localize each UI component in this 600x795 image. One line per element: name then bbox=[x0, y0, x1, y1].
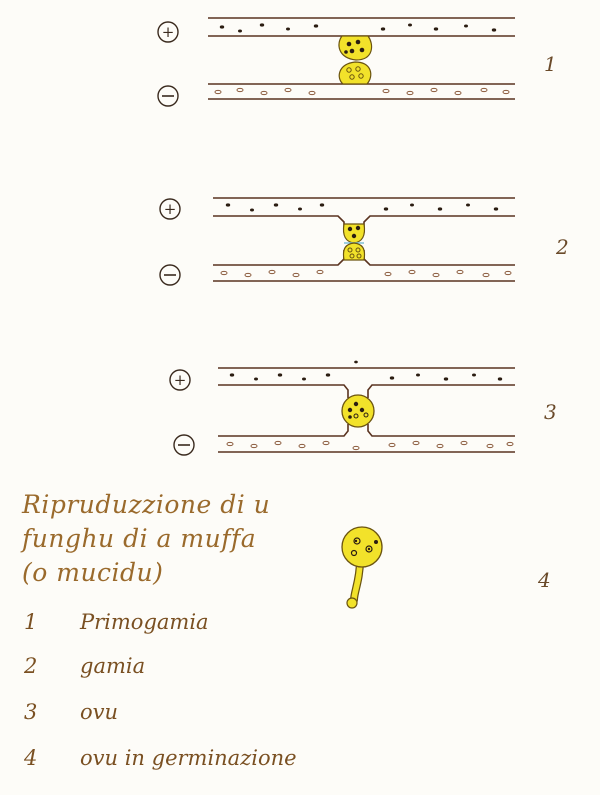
stage-4 bbox=[342, 527, 382, 608]
stage-number-3: 3 bbox=[544, 400, 557, 424]
minus-nuclei bbox=[227, 441, 513, 449]
legend-number-2: 2 bbox=[24, 654, 38, 678]
minus-sign-icon bbox=[160, 265, 180, 285]
minus-hypha bbox=[208, 84, 515, 99]
plus-sign-icon bbox=[158, 22, 178, 42]
plus-sign-label: + bbox=[173, 371, 187, 389]
minus-sign-icon bbox=[174, 435, 194, 455]
title-line-3: (o mucidu) bbox=[22, 558, 164, 587]
plus-sign-label: + bbox=[161, 23, 175, 41]
zygospore bbox=[342, 395, 374, 427]
legend-text-2: gamia bbox=[80, 654, 146, 678]
gametangium-plus bbox=[343, 224, 364, 243]
plus-nuclei bbox=[220, 23, 496, 32]
minus-sign-icon bbox=[158, 86, 178, 106]
plus-nuclei bbox=[226, 203, 498, 211]
legend-number-1: 1 bbox=[24, 610, 38, 634]
stage-2 bbox=[160, 198, 515, 285]
stage-number-2: 2 bbox=[556, 235, 569, 259]
plus-hypha bbox=[218, 361, 515, 398]
stage-number-1: 1 bbox=[544, 52, 557, 76]
germinating-zygospore bbox=[342, 527, 382, 608]
legend-number-3: 3 bbox=[24, 700, 38, 724]
stage-number-4: 4 bbox=[538, 568, 551, 592]
minus-nuclei bbox=[215, 88, 509, 94]
title-line-2: funghu di a muffa bbox=[22, 524, 257, 553]
plus-sign-icon bbox=[160, 199, 180, 219]
legend-text-1: Primogamia bbox=[80, 610, 209, 634]
progametangium-plus bbox=[339, 36, 372, 60]
stage-3 bbox=[170, 361, 515, 455]
gametangium-minus bbox=[343, 243, 364, 260]
plus-sign-label: + bbox=[163, 200, 177, 218]
legend-text-3: ovu bbox=[80, 700, 119, 724]
stage-1 bbox=[158, 18, 515, 106]
plus-nuclei bbox=[230, 361, 502, 381]
title-line-1: Ripruduzzione di u bbox=[22, 490, 271, 519]
minus-hypha bbox=[218, 424, 515, 452]
legend-number-4: 4 bbox=[24, 746, 38, 770]
plus-sign-icon bbox=[170, 370, 190, 390]
plus-hypha bbox=[208, 18, 515, 36]
legend-text-4: ovu in germinazione bbox=[80, 746, 297, 770]
minus-nuclei bbox=[221, 270, 511, 276]
progametangium-minus bbox=[339, 62, 371, 84]
